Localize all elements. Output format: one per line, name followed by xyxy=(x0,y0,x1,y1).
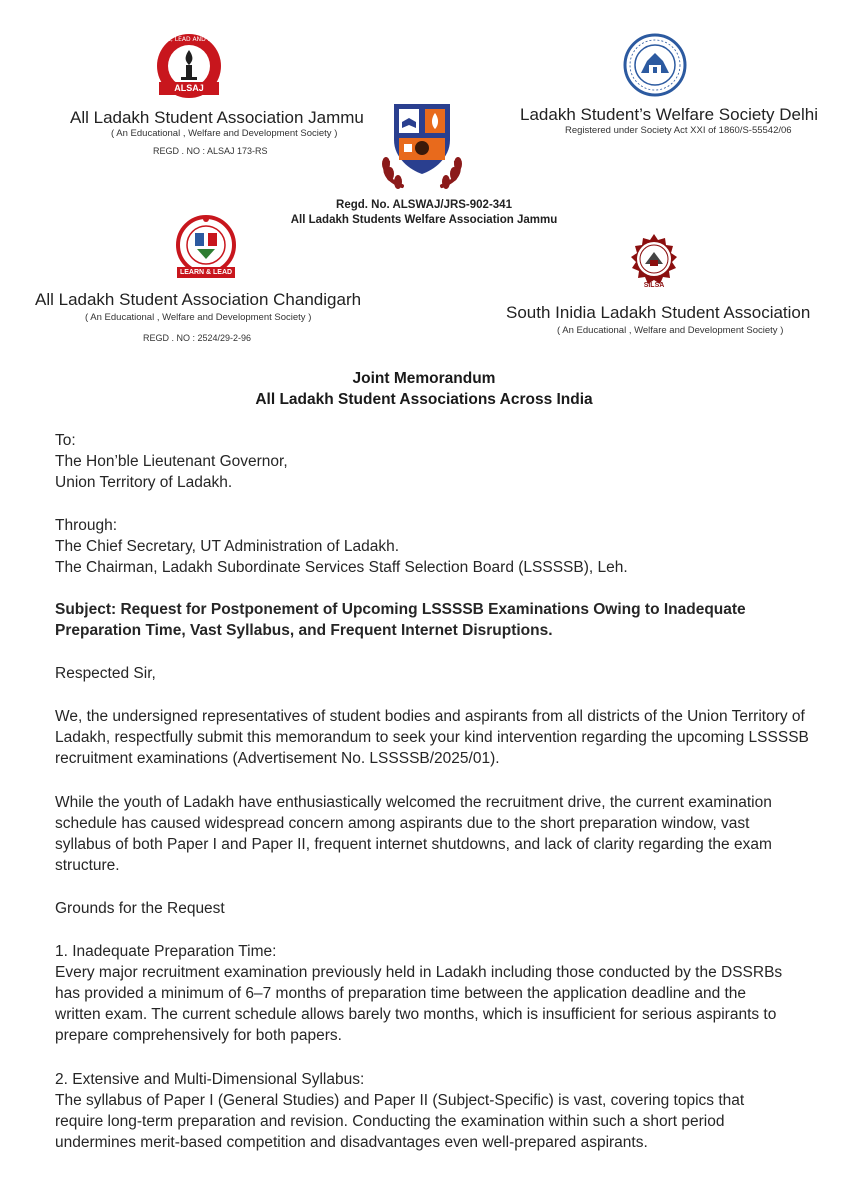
lswsd-logo xyxy=(623,33,687,97)
subject-line: Subject: Request for Postponement of Upcoming LSSSSB Examinations Owing to Inadequate Preparation Time, Vast Syllabus, and Frequent Internet Disruptions. xyxy=(55,601,746,639)
through-line: The Chief Secretary, UT Administration of Ladakh. xyxy=(55,538,400,555)
to-block xyxy=(55,430,815,493)
ground1-title: 1. Inadequate Preparation Time: xyxy=(55,943,277,960)
memo-title: Joint Memorandum xyxy=(352,370,496,387)
through-line: The Chairman, Ladakh Subordinate Services Staff Selection Board (LSSSSB), Leh. xyxy=(55,559,628,576)
ground1-body: Every major recruitment examination previously held in Ladakh including those conducted by the DSSRBs has provided a minimum of 6–7 months of preparation time between the application deadline and the written exam. The current schedule allows barely two months, which is insufficient for serious aspirants to prepare comprehensively for both papers. xyxy=(55,964,783,1044)
ground2-title: 2. Extensive and Multi-Dimensional Syllabus: xyxy=(55,1071,365,1088)
ground2-body: The syllabus of Paper I (General Studies) and Paper II (Subject-Specific) is vast, covering topics that require long-term preparation and revision. Conducting the examination within such a short period undermines merit-based competition and disadvantages even well-prepared aspirants. xyxy=(55,1092,745,1151)
lswsd-name: Ladakh Student’s Welfare Society Delhi xyxy=(520,105,818,124)
to-line: The Hon’ble Lieutenant Governor, xyxy=(55,453,288,470)
alsaj-name: All Ladakh Student Association Jammu xyxy=(70,108,364,127)
alswaj-crest xyxy=(372,100,472,192)
alsaj-subtitle: ( An Educational , Welfare and Development Society ) xyxy=(111,128,338,139)
silsa-subtitle: ( An Educational , Welfare and Development Society ) xyxy=(557,325,784,336)
alsaj-reg: REGD . NO : ALSAJ 173-RS xyxy=(153,146,268,156)
alsac-name: All Ladakh Student Association Chandigarh xyxy=(35,290,362,309)
alswaj-name: All Ladakh Students Welfare Association Jammu xyxy=(290,214,558,226)
to-line: To: xyxy=(55,432,76,449)
grounds-heading: Grounds for the Request xyxy=(55,900,225,917)
memo-subtitle: All Ladakh Student Associations Across India xyxy=(255,391,593,408)
paragraph-concern: While the youth of Ladakh have enthusiastically welcomed the recruitment drive, the current examination schedule has caused widespread concern among aspirants due to the short preparation window, vast syllabus of both Paper I and Paper II, frequent internet shutdowns, and lack of clarity regarding the exam structure. xyxy=(55,794,772,874)
alsaj-logo-text: ALSAJ xyxy=(159,82,219,95)
through-block xyxy=(55,515,815,578)
silsa-logo xyxy=(618,232,690,296)
salutation: Respected Sir, xyxy=(55,665,156,682)
alsaj-logo-motto: LEARN, LEAD AND SERVE xyxy=(151,36,227,43)
alsac-reg: REGD . NO : 2524/29-2-96 xyxy=(143,333,252,343)
alsac-logo-banner: LEARN & LEAD xyxy=(177,267,235,278)
silsa-name: South Inidia Ladakh Student Association xyxy=(506,303,811,322)
silsa-logo-text: SILSA xyxy=(643,282,665,289)
alsac-logo xyxy=(175,215,237,279)
alswaj-reg: Regd. No. ALSWAJ/JRS-902-341 xyxy=(336,199,512,211)
alsac-subtitle: ( An Educational , Welfare and Development Society ) xyxy=(85,312,312,323)
through-line: Through: xyxy=(55,517,118,534)
lswsd-subtitle: Registered under Society Act XXI of 1860/S-55542/06 xyxy=(565,125,792,136)
to-line: Union Territory of Ladakh. xyxy=(55,474,233,491)
alsaj-logo xyxy=(151,32,227,100)
paragraph-intro: We, the undersigned representatives of student bodies and aspirants from all districts of the Union Territory of Ladakh, respectfully submit this memorandum to seek your kind intervention regarding the upcoming LSSSSB recruitment examinations (Advertisement No. LSSSSB/2025/01). xyxy=(55,708,809,767)
